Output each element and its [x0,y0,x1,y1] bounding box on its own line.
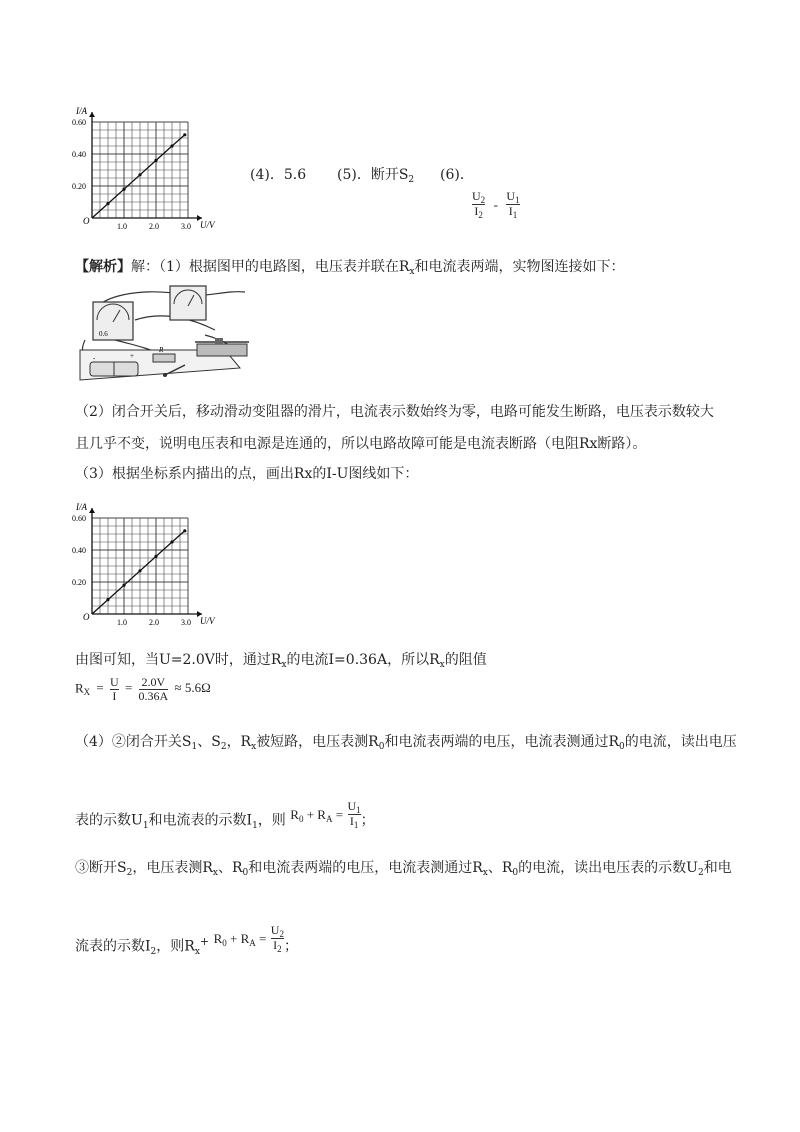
analysis-line-3: 且几乎不变，说明电压表和电源是连通的，所以电路故障可能是电流表断路（电阻Rx断路）。 [75,436,647,452]
y-tick-label: 0.40 [72,150,86,159]
y-tick-label: 0.60 [72,514,86,523]
answer-5: (5)．断开$S_2$ [337,167,415,185]
y-axis-arrow [89,112,95,117]
analysis-line-6: （4）②闭合开关$S_1$、$S_2$，$R_x$被短路，电压表测$R_0$和电流表两端的电压，电流表测通过$R_0$的电流，读出电压 [75,734,737,752]
y-axis-label: I/A [76,502,87,512]
analysis-line-2: （2）闭合开关后，移动滑动变阻器的滑片，电流表示数始终为零，电路可能发生断路，电压表示数较大 [75,404,714,420]
analysis-line-8: ③断开$S_2$，电压表测$R_x$、$R_0$和电流表两端的电压，电流表测通过$R_x$、$R_0$的电流，读出电压表的示数$U_2$和电 [75,860,732,878]
analysis-line-5: 由图可知，当U=2.0V时，通过$R_x$的电流I=0.36A，所以$R_x$的阻值 [75,652,487,670]
data-point [170,144,173,147]
y-axis-label: I/A [76,106,87,116]
y-tick-label: 0.40 [72,546,86,555]
x-axis-label: U/V [200,220,215,230]
y-tick-label: 0.20 [72,578,86,587]
svg-text:R: R [159,346,164,354]
svg-text:-: - [93,354,96,362]
iu-line [92,531,185,614]
iu-graph-top [70,96,220,234]
data-point [106,202,109,205]
y-axis-arrow [89,508,95,513]
iu-graph-bottom [70,492,220,630]
voltmeter-icon [170,286,206,320]
origin-label: O [83,216,90,226]
answer-6: (6)． [440,167,474,183]
data-point [138,569,141,572]
rheostat-icon [195,338,249,356]
svg-text:+: + [130,352,134,360]
data-point [138,173,141,176]
circuit-diagram [75,280,260,386]
y-tick-label: 0.60 [72,118,86,127]
x-tick-label: 3.0 [181,618,191,627]
analysis-line-9: 流表的示数$I_2$，则$R_x^+$ $R_0 + R_A$ = $\frac{U_2}{I_2}$ ； [75,923,298,957]
svg-text:0.6: 0.6 [99,330,108,338]
ammeter-icon [93,302,133,340]
data-point [183,529,186,532]
iu-line [92,135,185,218]
x-tick-label: 3.0 [181,222,191,231]
x-tick-label: 1.0 [117,222,127,231]
x-tick-label: 1.0 [117,618,127,627]
x-tick-label: 2.0 [149,222,159,231]
analysis-line-7: 表的示数$U_1$和电流表的示数$I_1$，则 $R_0 + R_A$ = $\frac{U_1}{I_1}$ ； [75,799,375,831]
data-point [122,188,125,191]
x-axis-label: U/V [200,616,215,626]
data-point [154,555,157,558]
data-point [122,584,125,587]
resistor-rx-icon [153,346,175,362]
battery-icon [90,362,138,376]
answer-4: (4)．5.6 [250,167,307,183]
rx-formula: $R_X$ = $\frac{U}{I}$ = $\frac{2.0V}{0.36A}$ ≈ 5.6Ω [75,675,211,703]
answer-6-formula: $\frac{U_2}{I_2}$ - $\frac{U_1}{I_1}$ [472,189,520,220]
data-point [183,133,186,136]
x-tick-label: 2.0 [149,618,159,627]
data-point [154,159,157,162]
origin-label: O [83,612,90,622]
data-point [170,540,173,543]
y-tick-label: 0.20 [72,182,86,191]
data-point [106,598,109,601]
analysis-line-4: （3）根据坐标系内描出的点，画出Rx的I-U图线如下： [75,466,419,482]
analysis-line-1: 【解析】解：（1）根据图甲的电路图，电压表并联在$R_x$和电流表两端，实物图连接如下： [75,259,625,277]
